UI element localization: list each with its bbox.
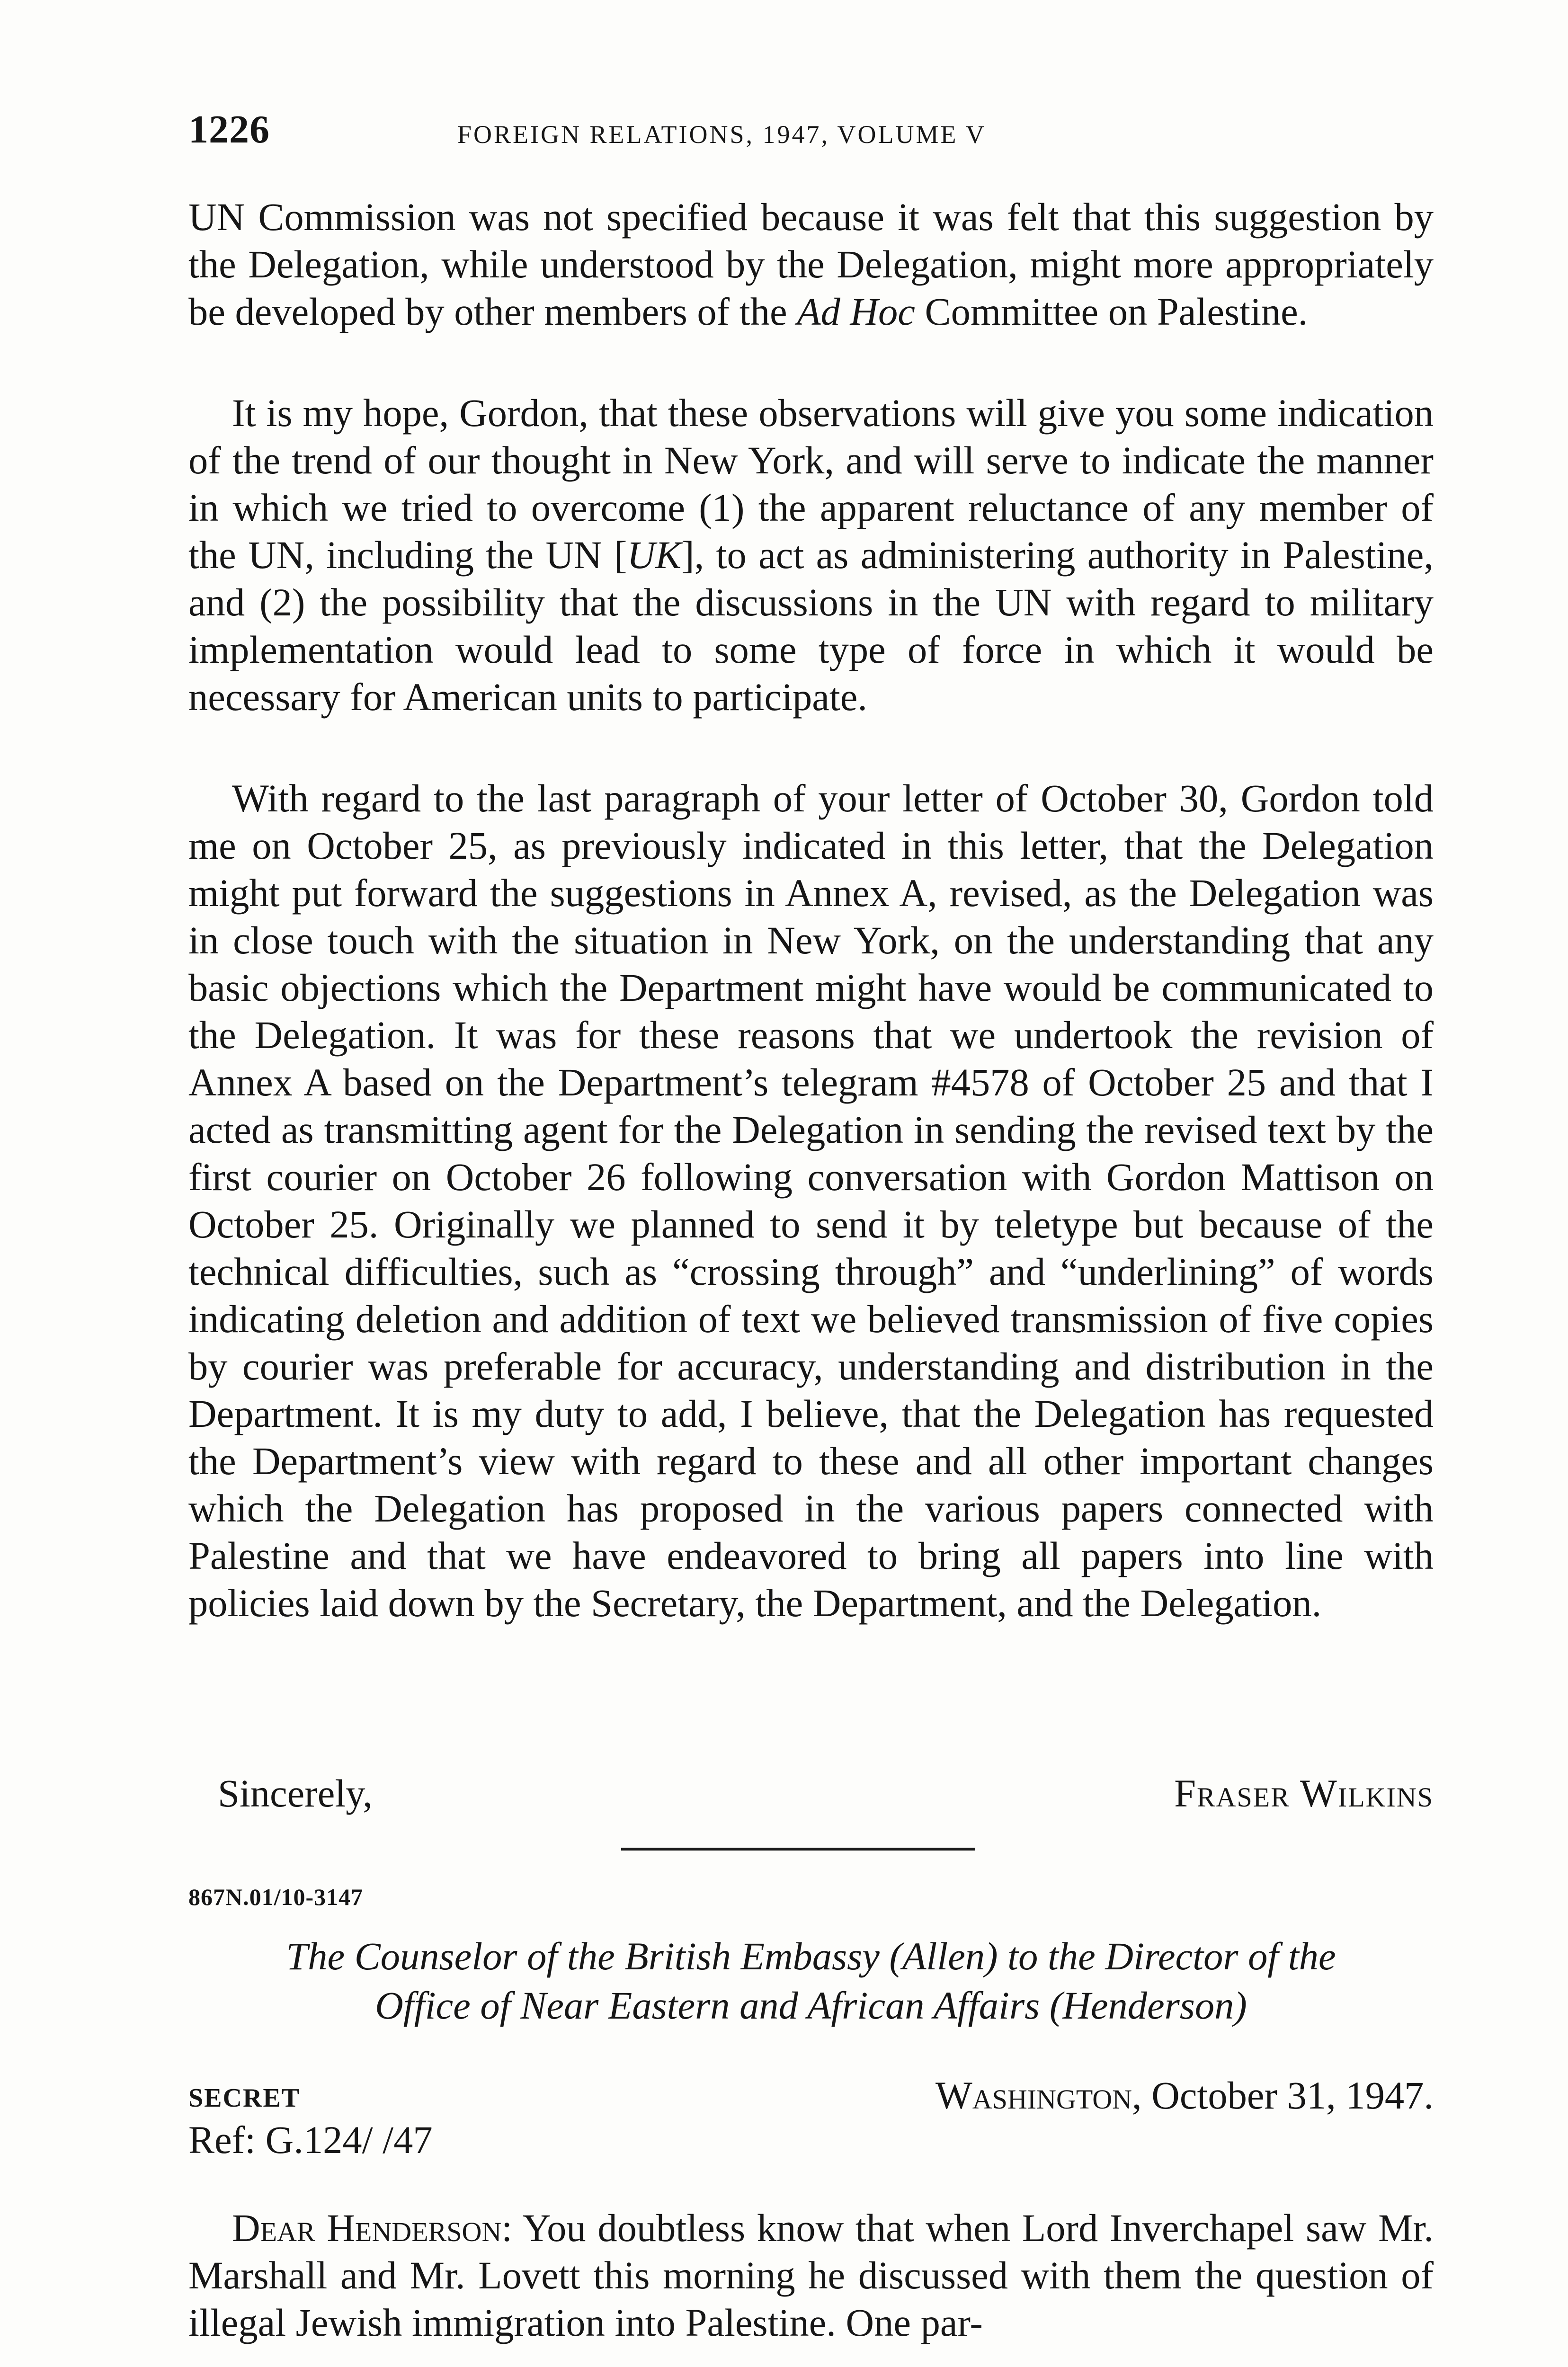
letter-text: : You doubtless know that when Lord Inverchapel saw Mr. Marshall and Mr. Lovett this morning he discussed with them the question of illegal Jewish immigration into Palestine. One par- <box>188 2206 1434 2344</box>
body-paragraph-2-text: It is my hope, Gordon, that these observations will give you some indication of the trend of our thought in New York, and will serve to indicate the manner in which we tried to overcome (1) the apparent reluctance of any member of the UN, including the UN [ <box>188 391 1434 577</box>
section-divider <box>621 1848 975 1851</box>
page-number: 1226 <box>188 107 270 151</box>
document-title-line-1: The Counselor of the British Embassy (Allen) to the Director of the <box>286 1934 1336 1978</box>
document-title-line-2: Office of Near Eastern and African Affairs (Henderson) <box>375 1984 1247 2027</box>
body-paragraph-3: With regard to the last paragraph of your letter of October 30, Gordon told me on October 25, as previously indicated in this letter, that the Delegation might put forward the suggestions in Annex A, revised, as the Delegation was in close touch with the situation in New York, on the understanding that any basic objections which the Department might have would be communicated to the Delegation. It was for these reasons that we undertook the revision of Annex A based on the Department’s telegram #4578 of October 25 and that I acted as transmitting agent for the Delegation in sending the revised text by the first courier on October 26 following conversation with Gordon Mattison on October 25. Originally we planned to send it by teletype but because of the technical difficulties, such as “crossing through” and “underlining” of words indicating deletion and addition of text we believed transmission of five copies by courier was preferable for accuracy, understanding and distribution in the Department. It is my duty to add, I believe, that the Delegation has requested the Department’s view with regard to these and all other important changes which the Delegation has proposed in the various papers connected with Palestine and that we have endeavored to bring all papers into line with policies laid down by the Secretary, the Department, and the Delegation. <box>188 776 1434 1625</box>
dateline-date: , October 31, 1947. <box>1132 2073 1434 2117</box>
body-paragraph-2-italic: UK <box>627 533 682 577</box>
letter-opening <box>188 2204 1434 2346</box>
file-number: 867N.01/10-3147 <box>188 1884 364 1910</box>
body-paragraph-1 <box>188 193 1434 335</box>
body-paragraph-1-text: UN Commission was not specified because it was felt that this suggestion by the Delegation, while understood by the Delegation, might more appropriately be developed by other members of the <box>188 195 1434 333</box>
reference-number: Ref: G.124/ /47 <box>188 2118 433 2162</box>
document-title <box>188 1931 1434 2030</box>
salutation: Dear Henderson <box>232 2206 502 2250</box>
body-paragraph-1-tail: Committee on Palestine. <box>915 290 1308 333</box>
body-paragraph-2 <box>188 389 1434 721</box>
valediction: Sincerely, <box>218 1771 373 1815</box>
body-paragraph-1-italic: Ad Hoc <box>797 290 915 333</box>
dateline <box>935 2072 1434 2119</box>
running-head <box>188 107 1429 159</box>
signature: Fraser Wilkins <box>1174 1771 1434 1815</box>
running-title: FOREIGN RELATIONS, 1947, VOLUME V <box>457 120 987 149</box>
closing-row <box>188 1770 1434 1822</box>
classification-label: SECRET <box>188 2083 301 2113</box>
body-paragraph-2-tail: ], to act as administering authority in Palestine, and (2) the possibility that the discussions in the UN with regard to military implementation would lead to some type of force in which it would be necessary for American units to participate. <box>188 533 1434 719</box>
dateline-place: Washington <box>935 2073 1132 2117</box>
